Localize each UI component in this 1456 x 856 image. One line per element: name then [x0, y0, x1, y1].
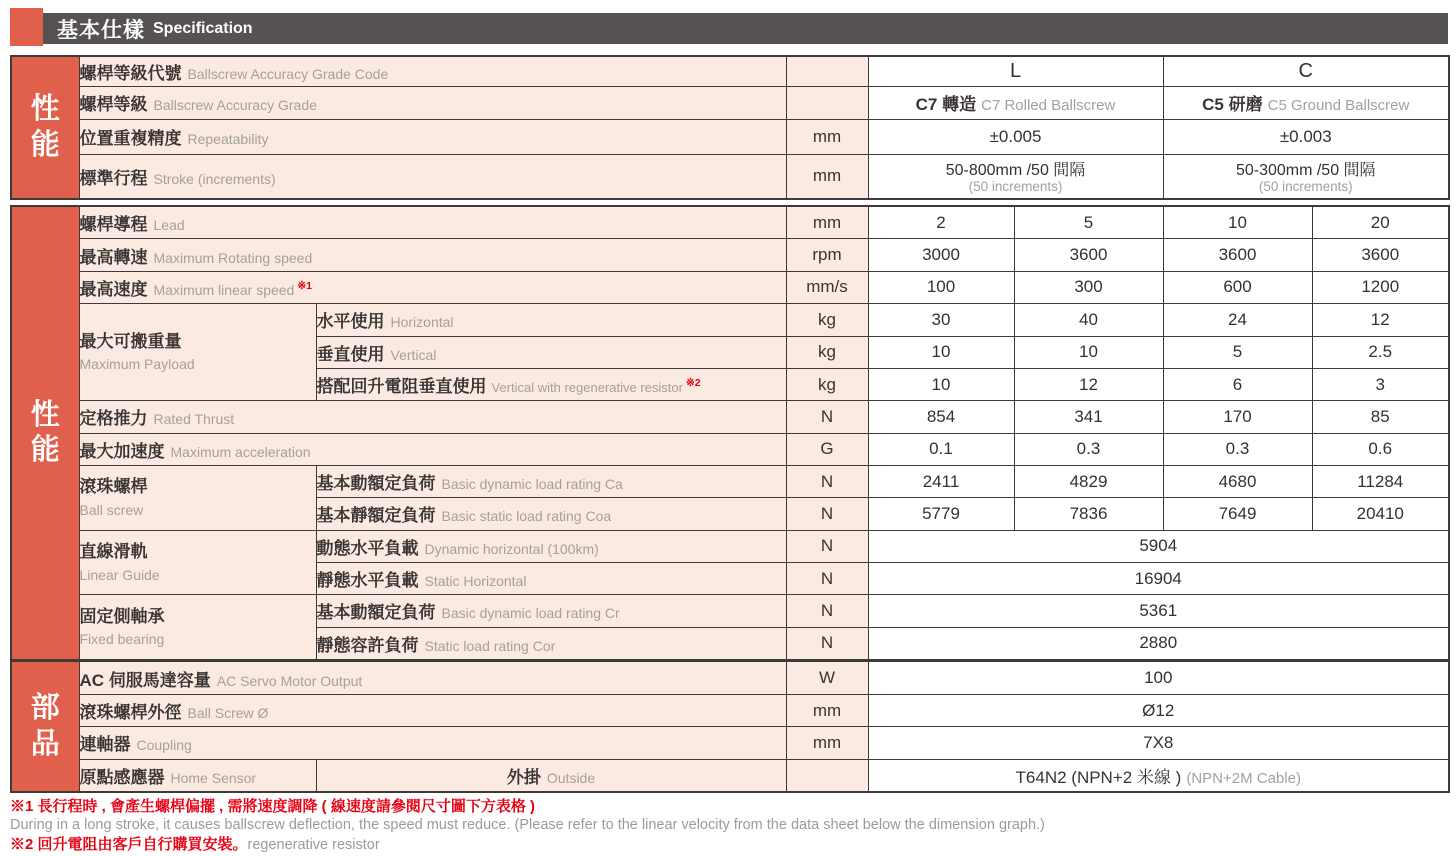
sidebar-performance [11, 56, 79, 199]
value-cell-span: 2880 [868, 627, 1449, 661]
row-label [79, 661, 786, 695]
sidebar-performance-label: 性能 [30, 398, 60, 467]
value-cell: 3600 [1014, 239, 1163, 271]
row-label-zh: AC 伺服馬達容量 [79, 670, 211, 690]
group-label-en: Maximum Payload [79, 356, 195, 373]
table-row [11, 465, 1449, 497]
row-label-en: Ballscrew Accuracy Grade [153, 97, 317, 113]
footnote-1-en: During in a long stroke, it causes ballscrew deflection, the speed must reduce. (Please refer to the linear velocity from the data sheet below the dimension graph.) [10, 817, 1045, 833]
row-label-zh: 最高轉速 [79, 247, 148, 267]
performance-block [11, 206, 1449, 661]
table-row [11, 206, 1449, 239]
table-row [11, 759, 1449, 792]
group-label-zh: 滾珠螺桿 [79, 477, 148, 497]
unit-cell: N [786, 627, 868, 661]
subrow-label [316, 336, 786, 368]
row-label-en: Home Sensor [170, 769, 257, 786]
unit-cell: mm [786, 206, 868, 239]
subrow-label-zh: 搭配回升電阻垂直使用 [316, 377, 487, 397]
value-cell: 0.3 [1163, 433, 1312, 465]
section-title-en: Specification [153, 19, 253, 37]
row-label-zh: 位置重複精度 [79, 129, 182, 148]
home-sensor-value-en: (NPN+2M Cable) [1186, 769, 1301, 787]
subrow-label [316, 759, 786, 792]
value-cell: 40 [1014, 304, 1163, 336]
sidebar-parts [11, 661, 79, 792]
value-cell: 2 [868, 206, 1014, 239]
value-cell: 3 [1312, 368, 1449, 400]
unit-cell: kg [786, 336, 868, 368]
value-cell [868, 154, 1163, 199]
unit-cell: N [786, 401, 868, 433]
row-label-en: Coupling [136, 737, 192, 754]
value-cell: ±0.003 [1163, 119, 1449, 154]
row-label-en: Maximum Rotating speed [153, 249, 313, 266]
subrow-label [316, 368, 786, 400]
footnotes [10, 797, 1450, 855]
stroke-increments: (50 increments) [1258, 178, 1353, 194]
parts-block [11, 661, 1449, 792]
footnote-ref-2: ※2 [685, 376, 701, 389]
value-cell [1163, 86, 1449, 119]
footnote-ref-1: ※1 [297, 279, 312, 292]
spec-table-accuracy [10, 55, 1450, 200]
row-label-en: Repeatability [187, 131, 269, 147]
row-label [79, 433, 786, 465]
row-label-zh: 螺桿等級 [79, 95, 148, 114]
group-label-en: Ball screw [79, 501, 144, 518]
value-en: C5 Ground Ballscrew [1267, 97, 1410, 114]
table-row [11, 154, 1449, 199]
unit-cell: mm [786, 727, 868, 759]
row-label [79, 271, 786, 303]
value-cell-span: 5361 [868, 595, 1449, 627]
row-label-zh: 標準行程 [79, 168, 148, 188]
row-label-zh: 滾珠螺桿外徑 [79, 703, 182, 722]
section-title-zh: 基本仕樣 [57, 18, 145, 42]
group-label-en: Linear Guide [79, 566, 160, 583]
subrow-label-zh: 基本靜額定負荷 [316, 506, 436, 526]
group-label-payload [79, 304, 316, 401]
header-accent-square [10, 8, 43, 46]
group-label-zh: 最大可搬重量 [79, 331, 182, 351]
subrow-label-zh: 基本動額定負荷 [316, 603, 436, 623]
subrow-label-en: Basic static load rating Coa [441, 508, 612, 525]
value-cell: 11284 [1312, 465, 1449, 497]
value-cell: 5 [1163, 336, 1312, 368]
table-row [11, 239, 1449, 271]
unit-cell: mm [786, 694, 868, 726]
unit-cell: N [786, 498, 868, 530]
subrow-label-zh: 外掛 [506, 767, 541, 787]
subrow-label-en: Vertical [390, 346, 437, 363]
value-cell: 10 [868, 368, 1014, 400]
unit-cell: N [786, 530, 868, 562]
value-cell: 20 [1312, 206, 1449, 239]
row-label-en: Stroke (increments) [153, 170, 276, 187]
table-row [11, 304, 1449, 336]
value-cell: 30 [868, 304, 1014, 336]
footnote-2 [10, 835, 1450, 855]
stroke-range: 50-300mm /50 間隔 [1235, 161, 1376, 179]
unit-cell: kg [786, 304, 868, 336]
table-row [11, 119, 1449, 154]
unit-cell: N [786, 595, 868, 627]
value-cell: 12 [1312, 304, 1449, 336]
footnote-1-zh: ※1 長行程時 , 會產生螺桿偏擺 , 需將速度調降 ( 線速度請參閱尺寸圖下方表格 ) [10, 798, 536, 815]
group-label-fixed-bearing [79, 595, 316, 661]
value-cell: 3000 [868, 239, 1014, 271]
value-cell: ±0.005 [868, 119, 1163, 154]
group-label-linear-guide [79, 530, 316, 595]
stroke-increments: (50 increments) [968, 178, 1063, 194]
subrow-label-zh: 基本動額定負荷 [316, 474, 436, 494]
subrow-label-en: Outside [546, 769, 596, 786]
value-zh: C7 轉造 [915, 95, 977, 114]
row-label-zh: 最高速度 [79, 279, 148, 299]
subrow-label-zh: 靜態水平負載 [316, 571, 419, 591]
value-cell [1163, 154, 1449, 199]
value-cell: 4829 [1014, 465, 1163, 497]
row-label-zh: 螺桿等級代號 [79, 63, 182, 83]
unit-cell: kg [786, 368, 868, 400]
row-label [79, 401, 786, 433]
subrow-label-en: Dynamic horizontal (100km) [424, 540, 599, 557]
value-cell: 24 [1163, 304, 1312, 336]
group-label-ballscrew [79, 465, 316, 530]
value-cell: 85 [1312, 401, 1449, 433]
value-cell: 10 [1163, 206, 1312, 239]
footnote-2-zh: ※2 回升電阻由客戶自行購買安裝。 [10, 836, 248, 853]
value-cell: 0.6 [1312, 433, 1449, 465]
value-cell: 10 [868, 336, 1014, 368]
row-label-zh: 最大加速度 [79, 441, 165, 461]
subrow-label-en: Horizontal [390, 314, 454, 331]
value-cell: 341 [1014, 401, 1163, 433]
value-cell-span: 16904 [868, 562, 1449, 594]
value-cell-span: Ø12 [868, 694, 1449, 726]
group-label-zh: 直線滑軌 [79, 542, 148, 562]
row-label-en: Maximum linear speed [153, 281, 295, 298]
value-zh: C5 研磨 [1202, 95, 1263, 114]
row-label [79, 759, 316, 792]
row-label-zh: 定格推力 [79, 409, 148, 429]
stroke-range: 50-800mm /50 間隔 [945, 161, 1086, 179]
subrow-label-en: Static load rating Cor [424, 637, 556, 654]
row-label-zh: 原點感應器 [79, 767, 165, 787]
value-cell: 170 [1163, 401, 1312, 433]
subrow-label-zh: 靜態容許負荷 [316, 635, 419, 655]
footnote-2-en: regenerative resistor [247, 837, 380, 853]
value-cell [868, 86, 1163, 119]
value-cell: 2.5 [1312, 336, 1449, 368]
table-row [11, 401, 1449, 433]
subrow-label [316, 304, 786, 336]
value-cell: 854 [868, 401, 1014, 433]
row-label [79, 154, 786, 199]
row-label-en: Rated Thrust [153, 411, 235, 428]
group-label-en: Fixed bearing [79, 631, 165, 648]
table-row [11, 661, 1449, 695]
unit-cell: G [786, 433, 868, 465]
table-row [11, 56, 1449, 86]
value-cell: 3600 [1163, 239, 1312, 271]
value-en: C7 Rolled Ballscrew [981, 97, 1116, 114]
row-label [79, 694, 786, 726]
value-cell: 1200 [1312, 271, 1449, 303]
subrow-label-zh: 動態水平負載 [316, 538, 419, 558]
value-cell: 300 [1014, 271, 1163, 303]
value-cell-span [868, 759, 1449, 792]
unit-cell [786, 56, 868, 86]
unit-cell: N [786, 465, 868, 497]
value-cell: 600 [1163, 271, 1312, 303]
value-cell: 2411 [868, 465, 1014, 497]
value-cell-span: 5904 [868, 530, 1449, 562]
subrow-label [316, 465, 786, 497]
value-cell: 5779 [868, 498, 1014, 530]
value-cell: 10 [1014, 336, 1163, 368]
value-cell: 0.3 [1014, 433, 1163, 465]
row-label [79, 119, 786, 154]
value-cell: 6 [1163, 368, 1312, 400]
row-label-en: Ballscrew Accuracy Grade Code [187, 65, 389, 82]
row-label [79, 239, 786, 271]
row-label [79, 56, 786, 86]
subrow-label-zh: 垂直使用 [316, 344, 385, 364]
row-label [79, 86, 786, 119]
unit-cell: rpm [786, 239, 868, 271]
row-label-en: Lead [153, 217, 185, 234]
sidebar-parts-label: 部品 [30, 692, 60, 760]
table-row [11, 433, 1449, 465]
sidebar-performance [11, 206, 79, 661]
value-cell: 7836 [1014, 498, 1163, 530]
row-label-zh: 連軸器 [79, 735, 131, 755]
row-label [79, 727, 786, 759]
subrow-label [316, 530, 786, 562]
value-cell: 100 [868, 271, 1014, 303]
home-sensor-value: T64N2 (NPN+2 米線 ) [1015, 767, 1182, 787]
subrow-label [316, 498, 786, 530]
value-cell: 7649 [1163, 498, 1312, 530]
section-header-bar [43, 13, 1448, 44]
value-cell: 5 [1014, 206, 1163, 239]
subrow-label [316, 595, 786, 627]
table-row [11, 271, 1449, 303]
subrow-label-en: Basic dynamic load rating Ca [441, 476, 623, 493]
value-cell-span: 7X8 [868, 727, 1449, 759]
table-row [11, 530, 1449, 562]
subrow-label-en: Vertical with regenerative resistor [491, 380, 683, 396]
value-cell: 3600 [1312, 239, 1449, 271]
subrow-label-zh: 水平使用 [316, 312, 385, 332]
row-label-en: Maximum acceleration [170, 443, 311, 460]
row-label [79, 206, 786, 239]
table-row [11, 694, 1449, 726]
row-label-en: AC Servo Motor Output [216, 672, 363, 689]
subrow-label-en: Basic dynamic load rating Cr [441, 605, 620, 622]
unit-cell: mm/s [786, 271, 868, 303]
unit-cell: W [786, 661, 868, 695]
table-row [11, 86, 1449, 119]
unit-cell: mm [786, 154, 868, 199]
sidebar-performance-label: 性能 [30, 93, 60, 161]
value-cell: C [1163, 56, 1449, 86]
group-label-zh: 固定側軸承 [79, 606, 165, 626]
table-row [11, 595, 1449, 627]
value-cell: 0.1 [868, 433, 1014, 465]
spec-table-performance-parts [10, 205, 1450, 793]
unit-cell: mm [786, 119, 868, 154]
row-label-zh: 螺桿導程 [79, 215, 148, 235]
value-cell: 4680 [1163, 465, 1312, 497]
value-cell: L [868, 56, 1163, 86]
subrow-label-en: Static Horizontal [424, 573, 527, 590]
subrow-label [316, 562, 786, 594]
unit-cell [786, 759, 868, 792]
value-cell: 12 [1014, 368, 1163, 400]
row-label-en: Ball Screw Ø [187, 705, 269, 721]
subrow-label [316, 627, 786, 661]
unit-cell: N [786, 562, 868, 594]
value-cell: 20410 [1312, 498, 1449, 530]
table-row [11, 727, 1449, 759]
value-cell-span: 100 [868, 661, 1449, 695]
unit-cell [786, 86, 868, 119]
